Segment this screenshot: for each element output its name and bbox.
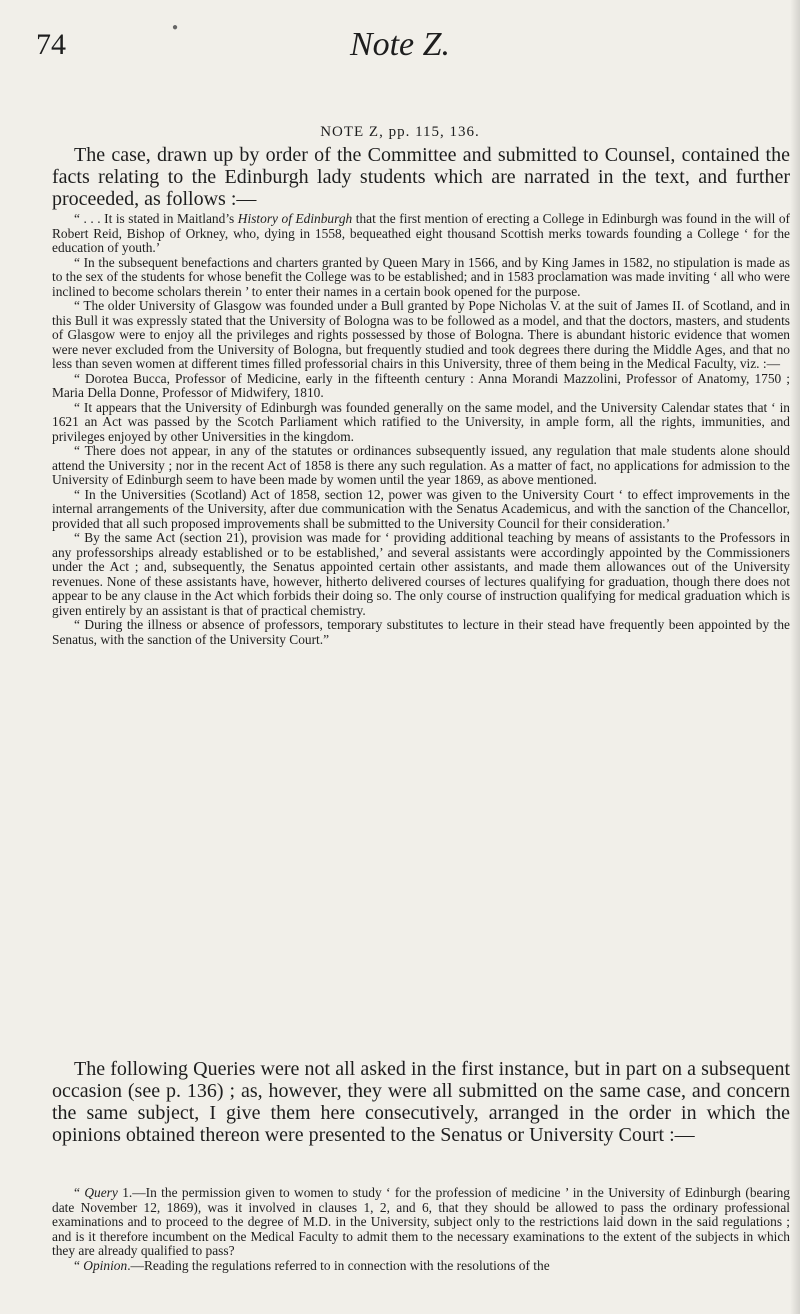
quote-paragraph: “ There does not appear, in any of the statutes or ordinances subsequently issued, any regulation that male students alone should attend the University ; nor in the recent Act of 1858 is there any such regulation. As a matter of fact, no applications for admission to the University of Edinburgh seem to have been made by women until the year 1869, as above mentioned. <box>52 443 790 487</box>
note-heading: NOTE Z, pp. 115, 136. <box>320 124 480 140</box>
book-title: History of Edinburgh <box>237 211 353 226</box>
page-header <box>0 20 800 80</box>
quote-paragraph: “ By the same Act (section 21), provision was made for ‘ providing additional teaching by means of assistants to the Professors in any professorships already established or to be established,’ and several assistants were accordingly appointed by the Commissioners under the Act ; and, subsequently, the Senatus appointed certain other assistants, and made them allowances out of the University revenues. None of these assistants have, however, hitherto delivered courses of lectures qualifying for graduation, though there does not appear to be any clause in the Act which forbids their doing so. The only course of instruction qualifying for medical graduation which is given entirely by an assistant is that of practical chemistry. <box>52 530 790 618</box>
opinion-1: “ Opinion.—Reading the regulations referred to in connection with the resolutions of the <box>74 1257 550 1273</box>
opinion-text: .—Reading the regulations referred to in connection with the resolutions of the <box>127 1257 550 1273</box>
quote-text: that the first mention of erecting a College in Edinburgh was found in the will of Robert Reid, Bishop of Orkney, who, dying in 1558, bequeathed eight thousand Scottish merks towards founding a College ‘ for the education of youth.’ <box>52 211 790 255</box>
quote-paragraph: “ The older University of Glasgow was founded under a Bull granted by Pope Nicholas V. at the suit of James II. of Scotland, and in this Bull it was expressly stated that the University of Bologna was to be followed as a model, and that the doctors, masters, and students of Glasgow were to enjoy all the privileges and rights possessed by those of Bologna. There is abundant historic evidence that women were never excluded from the University of Bologna, but frequently studied and took degrees there during the Middle Ages, and that no less than seven women at different times filled professorial chairs in this University, three of them being in the Medical Faculty, viz. :— <box>52 298 790 371</box>
following-paragraph: The following Queries were not all asked in the first instance, but in part on a subsequent occasion (see p. 136) ; as, however, they were all submitted on the same case, and concern the same subject, I give them here consecutively, arranged in the order in which the opinions obtained thereon were presented to the Senatus or University Court :— <box>52 1058 790 1146</box>
queries-section <box>52 1186 790 1273</box>
query-text: 1.—In the permission given to women to study ‘ for the profession of medicine ’ in the University of Edinburgh (bearing date November 12, 1869), was it involved in clauses 1, 2, and 6, that they should be allowed to pass the ordinary professional examinations and to proceed to the degree of M.D. in the University, subject only to the restrictions laid down in the said regulations ; and is it therefore incumbent on the Medical Faculty to admit them to the necessary examinations to the extent of the subjects in which they are already qualified to pass? <box>52 1185 791 1258</box>
query-1: “ Query 1.—In the permission given to women to study ‘ for the profession of medicine ’ in the University of Edinburgh (bearing date November 12, 1869), was it involved in clauses 1, 2, and 6, that they should be allowed to pass the ordinary professional examinations and to proceed to the degree of M.D. in the University, subject only to the restrictions laid down in the said regulations ; and is it therefore incumbent on the Medical Faculty to admit them to the necessary examinations to the extent of the subjects in which they are already qualified to pass? <box>52 1185 791 1258</box>
running-title: Note Z. <box>349 26 451 63</box>
quote-paragraph: “ In the subsequent benefactions and charters granted by Queen Mary in 1566, and by King James in 1582, no stipulation is made as to the sex of the students for whose benefit the College was to be established; and in 1583 proclamation was made inviting ‘ all who were inclined to become scholars therein ’ to enter their names in a certain book opened for the purpose. <box>52 254 790 299</box>
page-number: 74 <box>36 28 66 61</box>
quote-paragraph: “ It appears that the University of Edinburgh was founded generally on the same model, and the University Calendar states that ‘ in 1621 an Act was passed by the Scotch Parliament which ratified to the University, in ample form, all the rights, immunities, and privileges enjoyed by other Universities in the kingdom. <box>52 399 790 444</box>
intro-paragraph: The case, drawn up by order of the Committee and submitted to Counsel, contained the facts relating to the Edinburgh lady students which are narrated in the text, and further proceeded, as follows :— <box>52 144 790 210</box>
quoted-case <box>52 212 790 647</box>
quote-text: “ . . . It is stated in Maitland’s <box>74 211 238 226</box>
quote-paragraph: “ In the Universities (Scotland) Act of 1858, section 12, power was given to the University Court ‘ to effect improvements in the internal arrangements of the University, after due communication with the Senatus Academicus, and with the sanction of the Chancellor, provided that all such proposed improvements shall be submitted to the University Council for their consideration.’ <box>52 486 790 531</box>
page-edge-shadow <box>790 0 800 1314</box>
print-speck: ● <box>172 22 179 33</box>
quote-paragraph: “ During the illness or absence of professors, temporary substitutes to lecture in their stead have frequently been appointed by the Senatus, with the sanction of the University Court.” <box>52 617 790 647</box>
quote-paragraph <box>52 212 790 256</box>
opinion-label: Opinion <box>83 1257 128 1273</box>
quote-paragraph: “ Dorotea Bucca, Professor of Medicine, early in the fifteenth century : Anna Morandi Mazzolini, Professor of Anatomy, 1750 ; Maria Della Donne, Professor of Midwifery, 1810. <box>52 370 790 400</box>
query-label: Query <box>84 1185 118 1200</box>
